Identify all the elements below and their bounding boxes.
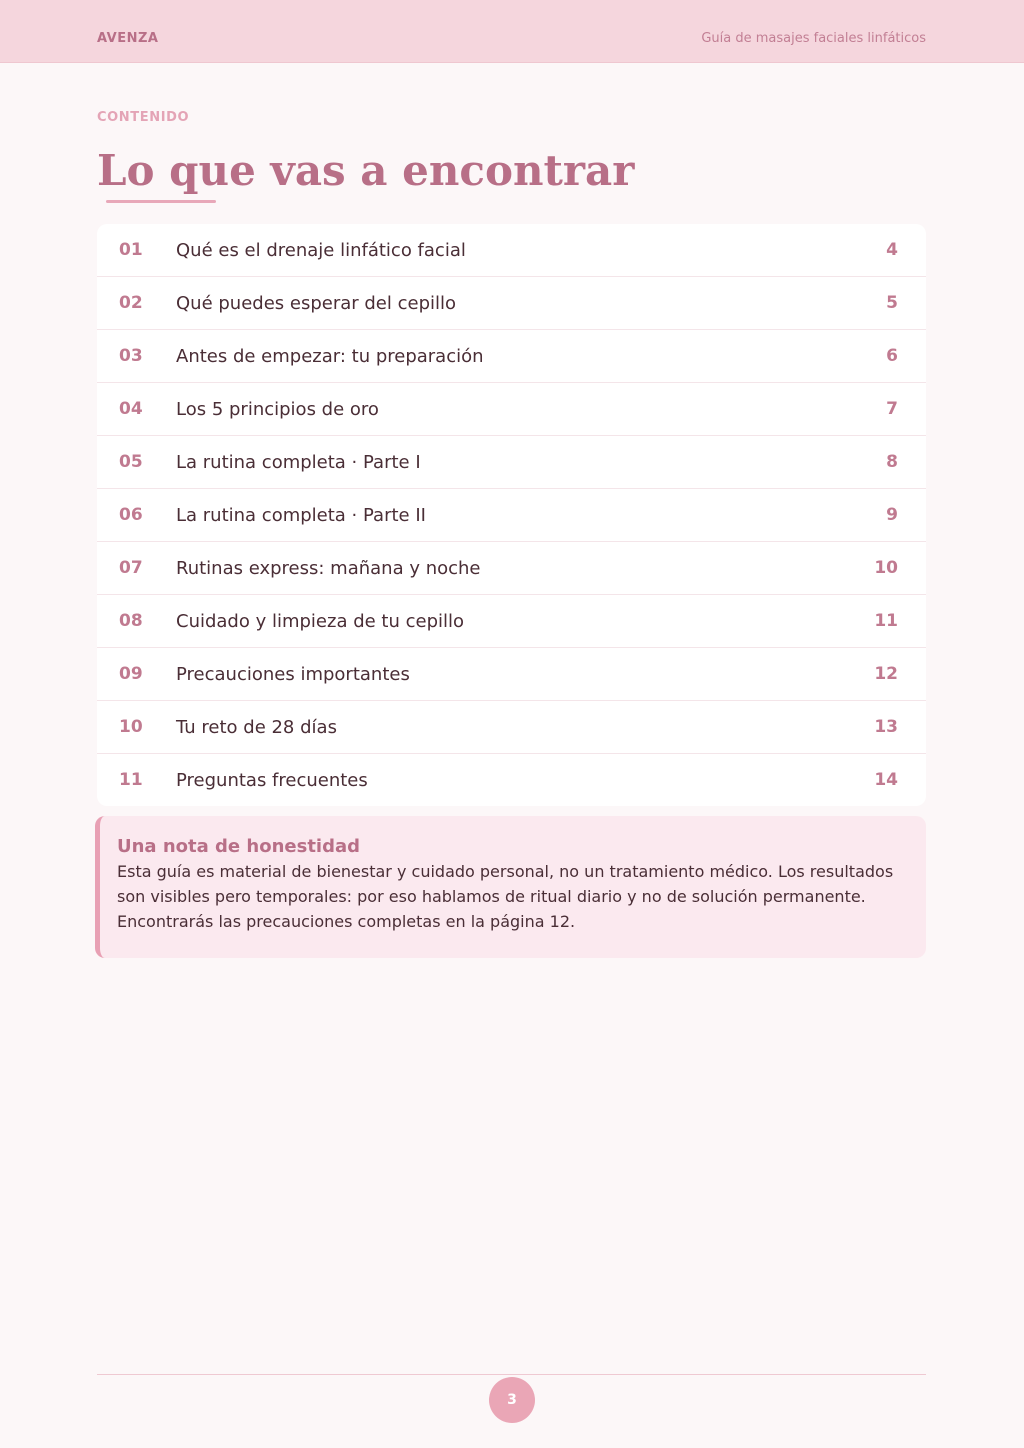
toc-page-number: 4 xyxy=(886,240,898,260)
toc-row[interactable] xyxy=(97,383,926,436)
toc-label: Precauciones importantes xyxy=(176,663,410,685)
toc-row[interactable] xyxy=(97,277,926,330)
toc-row[interactable] xyxy=(97,436,926,489)
toc-row[interactable] xyxy=(97,754,926,806)
toc-number: 09 xyxy=(119,664,143,684)
toc-row[interactable] xyxy=(97,701,926,754)
toc-label: Qué puedes esperar del cepillo xyxy=(176,292,457,314)
page-title: Lo que vas a encontrar xyxy=(97,146,635,195)
toc-number: 11 xyxy=(119,770,143,790)
toc-page-number: 9 xyxy=(886,505,898,525)
toc-page-number: 12 xyxy=(874,664,898,684)
footer-divider xyxy=(97,1374,926,1375)
toc-number: 03 xyxy=(119,346,143,366)
toc-label: Antes de empezar: tu preparación xyxy=(176,345,484,367)
guide-title: Guía de masajes faciales linfáticos xyxy=(701,31,926,46)
toc-row[interactable] xyxy=(97,224,926,277)
toc-number: 05 xyxy=(119,452,143,472)
toc-label: Cuidado y limpieza de tu cepillo xyxy=(176,610,465,632)
toc-row[interactable] xyxy=(97,542,926,595)
toc-row[interactable] xyxy=(97,330,926,383)
toc-row[interactable] xyxy=(97,595,926,648)
page-header xyxy=(0,0,1024,63)
toc-row[interactable] xyxy=(97,648,926,701)
toc-page-number: 13 xyxy=(874,717,898,737)
toc-label: Qué es el drenaje linfático facial xyxy=(176,239,466,261)
title-underline xyxy=(106,200,216,203)
toc-label: Preguntas frecuentes xyxy=(176,769,368,791)
toc-label: Tu reto de 28 días xyxy=(176,716,337,738)
toc-number: 08 xyxy=(119,611,143,631)
toc-page-number: 8 xyxy=(886,452,898,472)
toc-number: 10 xyxy=(119,717,143,737)
brand-name: AVENZA xyxy=(97,31,159,46)
toc-number: 07 xyxy=(119,558,143,578)
toc-label: Rutinas express: mañana y noche xyxy=(176,557,481,579)
toc-label: Los 5 principios de oro xyxy=(176,398,379,420)
toc-page-number: 14 xyxy=(874,770,898,790)
toc-page-number: 6 xyxy=(886,346,898,366)
section-eyebrow: CONTENIDO xyxy=(97,110,190,125)
note-body: Esta guía es material de bienestar y cuidado personal, no un tratamiento médico. Los resultados son visibles pero temporales: por eso hablamos de ritual diario y no de solución permanente. Encontrarás las precauciones completas en la página 12. xyxy=(117,862,894,931)
honesty-note xyxy=(95,816,926,958)
toc-label: La rutina completa · Parte I xyxy=(176,451,421,473)
toc-number: 02 xyxy=(119,293,143,313)
toc-page-number: 7 xyxy=(886,399,898,419)
toc-page-number: 10 xyxy=(874,558,898,578)
toc-label: La rutina completa · Parte II xyxy=(176,504,426,526)
toc-number: 04 xyxy=(119,399,143,419)
table-of-contents xyxy=(97,224,926,806)
toc-page-number: 5 xyxy=(886,293,898,313)
toc-page-number: 11 xyxy=(874,611,898,631)
toc-row[interactable] xyxy=(97,489,926,542)
toc-number: 06 xyxy=(119,505,143,525)
page-number-badge: 3 xyxy=(489,1377,535,1423)
note-title: Una nota de honestidad xyxy=(117,836,361,857)
toc-number: 01 xyxy=(119,240,143,260)
